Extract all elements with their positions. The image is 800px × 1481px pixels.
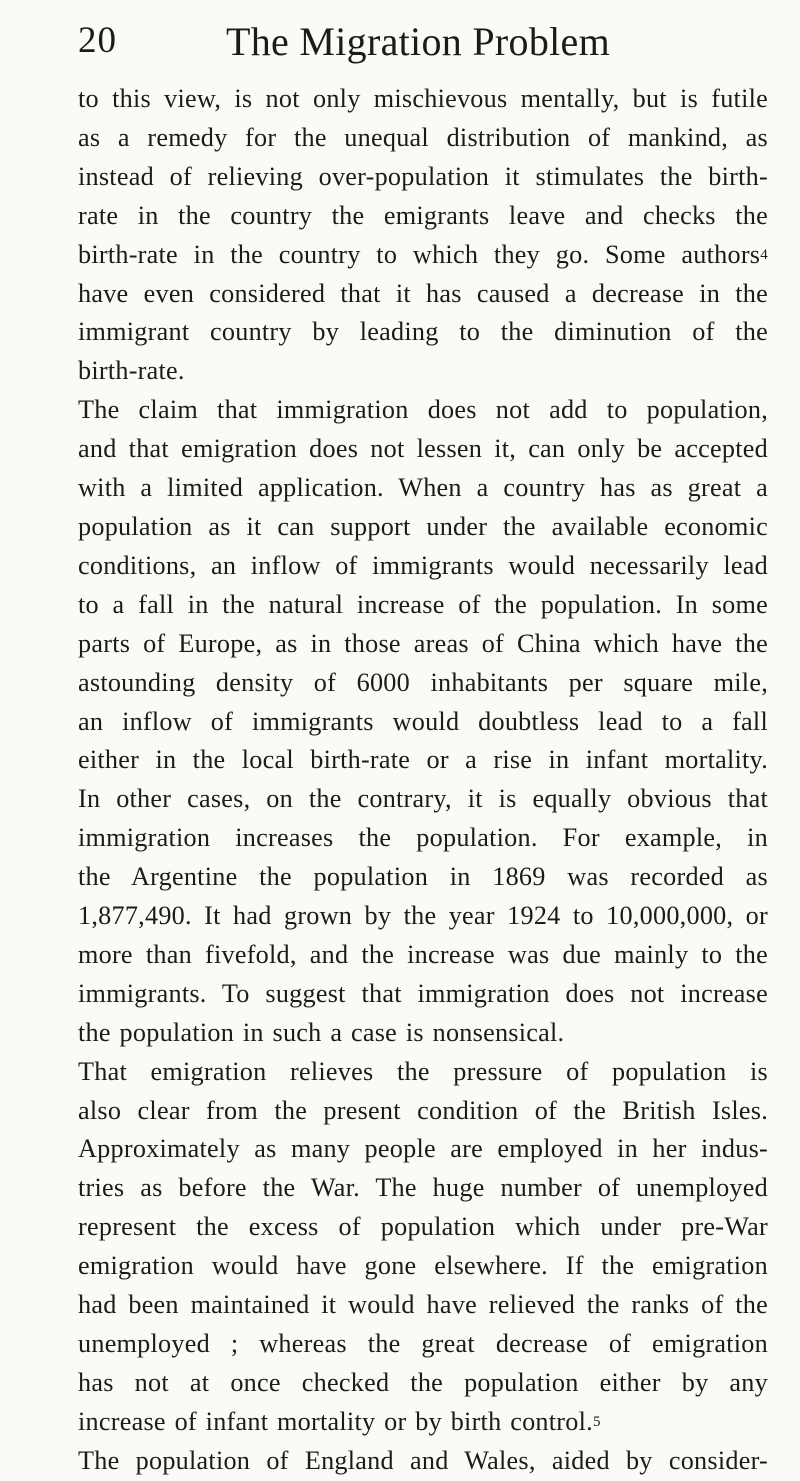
- text-line: have even considered that it has caused a decrease in the: [78, 278, 768, 308]
- running-title: The Migration Problem: [226, 19, 611, 64]
- text-line: tries as before the War. The huge number of unemployed: [78, 1173, 768, 1203]
- text-line: also clear from the present condition of the British Isles.: [78, 1095, 768, 1125]
- text-line: astounding density of 6000 inhabitants per square mile,: [78, 667, 768, 697]
- text-line: That emigration relieves the pressure of population is: [78, 1056, 768, 1086]
- text-line: an inflow of immigrants would doubtless lead to a fall: [78, 706, 768, 736]
- text-line: immigrants. To suggest that immigration does not increase: [78, 978, 768, 1008]
- text-line: 1,877,490. It had grown by the year 1924 to 10,000,000, or: [78, 901, 768, 931]
- page-header: [78, 18, 768, 80]
- text-line: immigrant country by leading to the diminution of the: [78, 317, 768, 347]
- text-line: unemployed ; whereas the great decrease of emigration: [78, 1329, 768, 1358]
- text-line: as a remedy for the unequal distribution of mankind, as: [78, 122, 768, 152]
- text-line: with a limited application. When a country has as great a: [78, 473, 768, 503]
- text-line-with-footnote: [78, 1403, 768, 1442]
- text-line: rate in the country the emigrants leave and checks the: [78, 200, 768, 230]
- text-line-content: increase of infant mortality or by birth control.: [78, 1406, 593, 1436]
- page-number: 20: [78, 20, 117, 61]
- text-line: has not at once checked the population either by any: [78, 1367, 768, 1397]
- text-line: In other cases, on the contrary, it is equally obvious that: [78, 784, 768, 814]
- text-line: conditions, an inflow of immigrants would necessarily lead: [78, 550, 768, 580]
- book-page: [78, 18, 768, 1481]
- text-line: had been maintained it would have relieved the ranks of the: [78, 1290, 768, 1320]
- text-line: Approximately as many people are employed in her indus-: [78, 1134, 768, 1164]
- text-line: instead of relieving over-population it stimulates the birth-: [78, 161, 768, 191]
- text-line: represent the excess of population which under pre-War: [78, 1212, 768, 1242]
- text-line: the population in such a case is nonsensical.: [78, 1017, 565, 1047]
- text-line: parts of Europe, as in those areas of China which have the: [78, 628, 768, 658]
- text-line: birth-rate.: [78, 356, 185, 386]
- text-line: to this view, is not only mischievous mentally, but is futile: [78, 84, 768, 113]
- text-line: emigration would have gone elsewhere. If the emigration: [78, 1251, 768, 1281]
- body-text: [78, 80, 768, 1481]
- text-line: immigration increases the population. For example, in: [78, 823, 768, 853]
- text-line: either in the local birth-rate or a rise in infant mortality.: [78, 745, 768, 775]
- footnote-reference: 5: [592, 1413, 601, 1430]
- text-line-with-footnote: [78, 236, 768, 275]
- text-line: The claim that immigration does not add to population,: [78, 395, 768, 425]
- footnote-reference: 4: [760, 246, 768, 263]
- text-line: the Argentine the population in 1869 was recorded as: [78, 862, 768, 892]
- text-line: population as it can support under the available economic: [78, 511, 768, 541]
- text-line: and that emigration does not lessen it, can only be accepted: [78, 434, 768, 464]
- text-line: to a fall in the natural increase of the population. In some: [78, 589, 768, 619]
- text-line-content: birth-rate in the country to which they go. Some authors: [78, 239, 761, 269]
- text-line: more than fivefold, and the increase was due mainly to the: [78, 939, 768, 969]
- text-line: The population of England and Wales, aided by consider-: [78, 1445, 768, 1475]
